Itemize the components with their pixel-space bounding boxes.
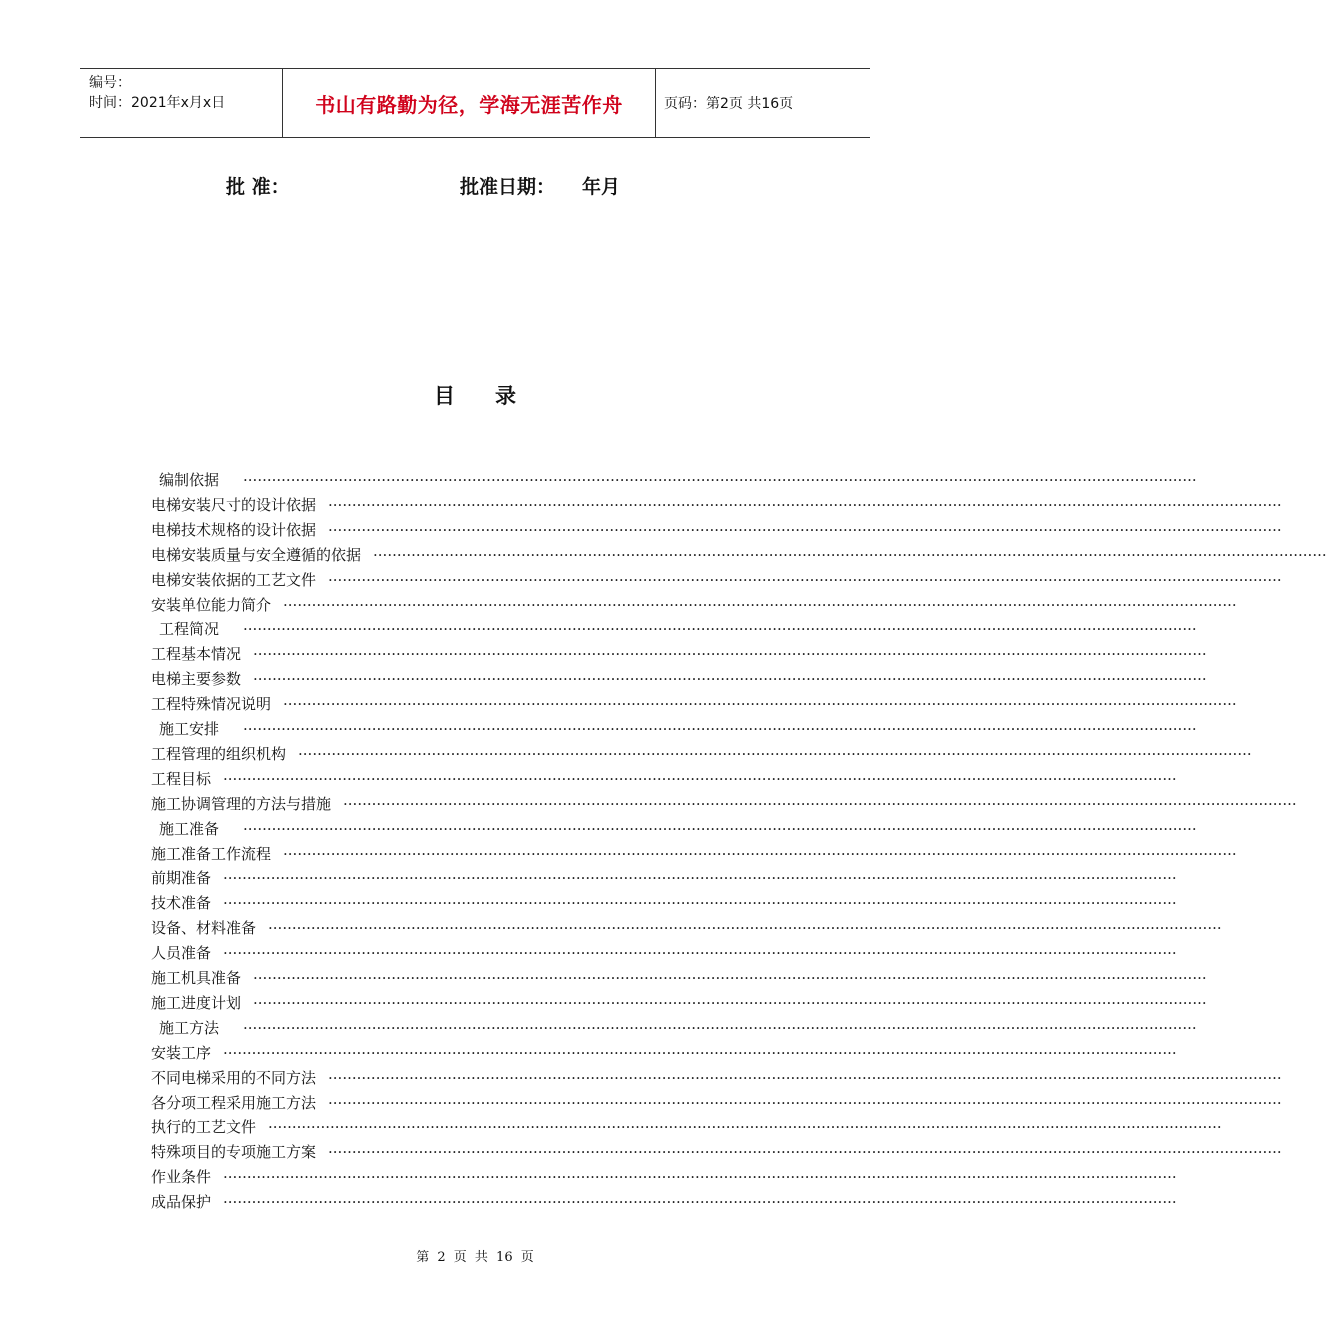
toc-item[interactable]: [159, 617, 1197, 642]
toc-item-label: 电梯主要参数: [151, 670, 242, 689]
toc-leader-dots: ········································································································································································································: [373, 545, 1327, 564]
toc-item[interactable]: [151, 543, 1327, 568]
toc-item[interactable]: [151, 667, 1207, 692]
toc-item[interactable]: [151, 866, 1177, 891]
toc-item[interactable]: [151, 692, 1237, 717]
toc-item[interactable]: [151, 1190, 1177, 1215]
toc-leader-dots: ········································································································································································································: [243, 471, 1197, 489]
toc-item-label: 人员准备: [151, 944, 212, 963]
toc-item[interactable]: [159, 1016, 1197, 1041]
toc-item-label: 施工机具准备: [151, 969, 242, 987]
toc-leader-dots: ········································································································································································································: [328, 570, 1282, 589]
toc-item[interactable]: [151, 1041, 1177, 1066]
toc-item-label: 安装工序: [151, 1043, 212, 1062]
toc-item-label: 工程管理的组织机构: [151, 744, 287, 763]
toc-item-label: 执行的工艺文件: [151, 1118, 257, 1137]
toc-item-label: 特殊项目的专项施工方案: [151, 1143, 317, 1162]
toc-item-label: 施工进度计划: [151, 993, 242, 1012]
toc-leader-dots: ········································································································································································································: [223, 1043, 1177, 1062]
toc-item-label: 工程特殊情况说明: [151, 695, 272, 714]
toc-leader-dots: ········································································································································································································: [283, 595, 1237, 614]
header-meta: [80, 69, 282, 137]
toc-item[interactable]: [151, 1115, 1222, 1140]
toc-item-label: 施工协调管理的方法与措施: [151, 794, 332, 813]
toc-item[interactable]: [151, 518, 1282, 543]
toc-leader-dots: ········································································································································································································: [328, 1093, 1282, 1112]
page-header: [80, 68, 870, 138]
toc-item[interactable]: [151, 767, 1177, 792]
toc-leader-dots: ········································································································································································································: [298, 744, 1252, 763]
toc-item-label: 设备、材料准备: [151, 919, 257, 938]
approval-date-label: 批准日期：: [460, 176, 556, 198]
toc-item[interactable]: [151, 842, 1237, 867]
toc-item-label: 电梯安装依据的工艺文件: [151, 570, 317, 589]
toc-item-label: 施工准备: [159, 819, 220, 838]
toc-item-label: 电梯安装质量与安全遵循的依据: [151, 545, 362, 564]
toc-leader-dots: ········································································································································································································: [328, 520, 1282, 539]
toc-leader-dots: ········································································································································································································: [328, 495, 1282, 514]
toc-item[interactable]: [151, 916, 1222, 941]
toc-item[interactable]: [151, 941, 1177, 966]
toc-leader-dots: ········································································································································································································: [223, 1193, 1177, 1212]
header-motto: 书山有路勤为径，学海无涯苦作舟: [282, 69, 656, 137]
toc-leader-dots: ········································································································································································································: [253, 670, 1207, 689]
toc-item[interactable]: [159, 717, 1197, 742]
toc-leader-dots: ········································································································································································································: [253, 993, 1207, 1012]
toc-item-label: 不同电梯采用的不同方法: [151, 1068, 317, 1087]
toc-item-label: 施工准备工作流程: [151, 844, 272, 863]
toc-item-label: 技术准备: [151, 894, 212, 913]
toc-item-label: 作业条件: [151, 1168, 212, 1187]
toc-item-label: 工程简况: [159, 620, 220, 639]
toc-item[interactable]: [151, 742, 1252, 767]
toc-leader-dots: ········································································································································································································: [223, 894, 1177, 913]
toc-item[interactable]: [151, 493, 1282, 518]
toc-item-label: 施工方法: [159, 1018, 220, 1037]
toc-item[interactable]: [151, 792, 1297, 817]
toc-leader-dots: ········································································································································································································: [223, 869, 1177, 888]
header-page-info: 页码：第2页 共16页: [664, 96, 794, 112]
toc-item[interactable]: [151, 1066, 1282, 1091]
toc-item-label: 电梯安装尺寸的设计依据: [151, 495, 317, 514]
toc-leader-dots: ········································································································································································································: [253, 969, 1207, 987]
toc-item-label: 编制依据: [159, 471, 220, 489]
toc-item-label: 前期准备: [151, 869, 212, 888]
toc-item[interactable]: [151, 568, 1282, 593]
toc-title: 目录: [434, 384, 556, 408]
toc-item[interactable]: [151, 642, 1207, 667]
toc-leader-dots: ········································································································································································································: [283, 844, 1237, 863]
toc-leader-dots: ········································································································································································································: [328, 1068, 1282, 1087]
toc-leader-dots: ········································································································································································································: [343, 794, 1297, 813]
toc-item-label: 施工安排: [159, 720, 220, 738]
toc-leader-dots: ········································································································································································································: [223, 944, 1177, 963]
toc-leader-dots: ········································································································································································································: [243, 720, 1197, 738]
toc-item-label: 工程基本情况: [151, 645, 242, 664]
toc-item[interactable]: [151, 593, 1237, 618]
toc-leader-dots: ········································································································································································································: [283, 695, 1237, 714]
toc-item-label: 各分项工程采用施工方法: [151, 1093, 317, 1112]
toc-leader-dots: ········································································································································································································: [328, 1143, 1282, 1162]
page-footer: 第 2 页 共 16 页: [416, 1250, 534, 1265]
approval-label: 批 准：: [226, 176, 290, 198]
toc-item[interactable]: [151, 1091, 1282, 1116]
toc-item[interactable]: [159, 468, 1197, 493]
document-number-label: 编号：: [89, 75, 131, 91]
toc-item-label: 工程目标: [151, 769, 212, 788]
toc-item[interactable]: [151, 1165, 1177, 1190]
toc-item-label: 安装单位能力简介: [151, 595, 272, 614]
toc-leader-dots: ········································································································································································································: [223, 1168, 1177, 1187]
toc-leader-dots: ········································································································································································································: [243, 620, 1197, 639]
toc-item-label: 电梯技术规格的设计依据: [151, 520, 317, 539]
approval-date-value: 年月: [582, 176, 621, 198]
toc-leader-dots: ········································································································································································································: [268, 1118, 1222, 1137]
toc-item[interactable]: [151, 966, 1207, 991]
toc-item[interactable]: [151, 991, 1207, 1016]
toc-leader-dots: ········································································································································································································: [268, 919, 1222, 938]
toc-item[interactable]: [159, 817, 1197, 842]
toc-leader-dots: ········································································································································································································: [243, 819, 1197, 838]
document-time-label: 时间：2021年x月x日: [89, 95, 226, 111]
toc-leader-dots: ········································································································································································································: [223, 769, 1177, 788]
toc-item[interactable]: [151, 891, 1177, 916]
toc-leader-dots: ········································································································································································································: [253, 645, 1207, 664]
toc-item-label: 成品保护: [151, 1193, 212, 1212]
toc-item[interactable]: [151, 1140, 1282, 1165]
toc-leader-dots: ········································································································································································································: [243, 1018, 1197, 1037]
